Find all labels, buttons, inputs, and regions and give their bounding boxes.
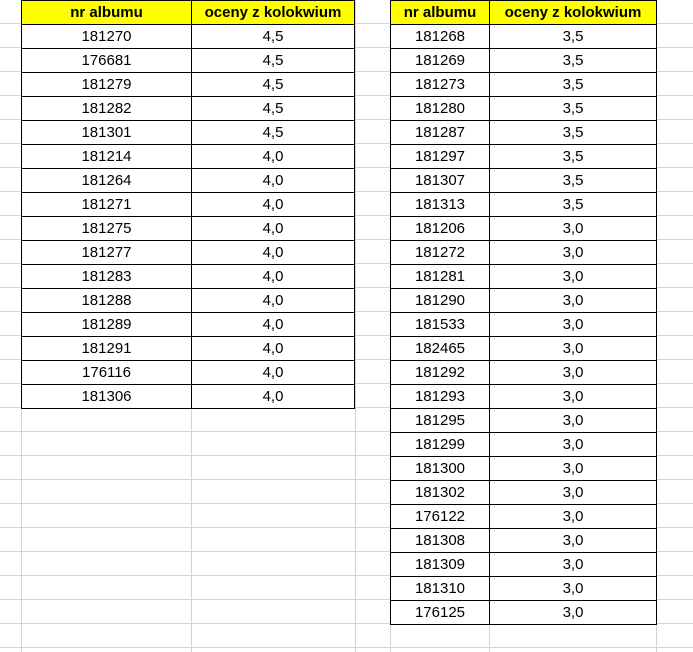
album-number-cell[interactable]: 181299 [391,433,490,457]
grade-cell[interactable]: 3,5 [490,169,657,193]
table-row [22,385,355,409]
grade-cell[interactable]: 3,5 [490,97,657,121]
album-number-cell[interactable]: 181270 [22,25,192,49]
album-number-cell[interactable]: 181264 [22,169,192,193]
table-row [391,505,657,529]
table-row [391,457,657,481]
table-row [391,409,657,433]
header-album-number[interactable]: nr albumu [22,1,192,25]
album-number-cell[interactable]: 181302 [391,481,490,505]
table-row [22,337,355,361]
grade-cell[interactable]: 4,0 [192,241,355,265]
album-number-cell[interactable]: 181279 [22,73,192,97]
table-row [391,577,657,601]
table-row [391,433,657,457]
table-row [22,265,355,289]
album-number-cell[interactable]: 181281 [391,265,490,289]
album-number-cell[interactable]: 181291 [22,337,192,361]
album-number-cell[interactable]: 181309 [391,553,490,577]
grade-cell[interactable]: 3,0 [490,529,657,553]
grade-cell[interactable]: 3,5 [490,49,657,73]
grade-cell[interactable]: 3,0 [490,241,657,265]
grade-cell[interactable]: 3,0 [490,385,657,409]
album-number-cell[interactable]: 181288 [22,289,192,313]
album-number-cell[interactable]: 181206 [391,217,490,241]
table-row [391,73,657,97]
table-row [391,145,657,169]
album-number-cell[interactable]: 181269 [391,49,490,73]
table-row [391,481,657,505]
grades-table-right [390,0,657,625]
album-number-cell[interactable]: 181271 [22,193,192,217]
album-number-cell[interactable]: 181301 [22,121,192,145]
grade-cell[interactable]: 3,0 [490,265,657,289]
table-row [391,289,657,313]
table-row [22,217,355,241]
album-number-cell[interactable]: 176116 [22,361,192,385]
album-number-cell[interactable]: 181306 [22,385,192,409]
album-number-cell[interactable]: 181293 [391,385,490,409]
grade-cell[interactable]: 3,0 [490,505,657,529]
grades-table-left [21,0,355,409]
table-row [391,361,657,385]
grade-cell[interactable]: 4,0 [192,337,355,361]
grade-cell[interactable]: 3,0 [490,361,657,385]
row-gridline [0,647,693,648]
table-row [391,121,657,145]
table-row [22,145,355,169]
header-row [391,1,657,25]
album-number-cell[interactable]: 181268 [391,25,490,49]
album-number-cell[interactable]: 181277 [22,241,192,265]
grade-cell[interactable]: 4,5 [192,73,355,97]
header-grade[interactable]: oceny z kolokwium [490,1,657,25]
grade-cell[interactable]: 4,5 [192,121,355,145]
album-number-cell[interactable]: 181280 [391,97,490,121]
grade-cell[interactable]: 3,0 [490,313,657,337]
table-row [22,313,355,337]
album-number-cell[interactable]: 181290 [391,289,490,313]
table-row [22,97,355,121]
table-row [22,289,355,313]
table-row [22,49,355,73]
album-number-cell[interactable]: 181272 [391,241,490,265]
album-number-cell[interactable]: 181533 [391,313,490,337]
album-number-cell[interactable]: 181307 [391,169,490,193]
grade-cell[interactable]: 3,0 [490,601,657,625]
table-row [22,241,355,265]
grade-cell[interactable]: 4,5 [192,97,355,121]
table-row [22,121,355,145]
grade-cell[interactable]: 3,0 [490,289,657,313]
album-number-cell[interactable]: 181289 [22,313,192,337]
table-row [391,385,657,409]
grade-cell[interactable]: 3,0 [490,553,657,577]
album-number-cell[interactable]: 181273 [391,73,490,97]
grade-cell[interactable]: 4,0 [192,145,355,169]
grade-cell[interactable]: 3,0 [490,481,657,505]
table-row [22,25,355,49]
table-row [391,97,657,121]
album-number-cell[interactable]: 176125 [391,601,490,625]
album-number-cell[interactable]: 181292 [391,361,490,385]
column-gridline [355,0,356,652]
album-number-cell[interactable]: 181287 [391,121,490,145]
table-row [391,241,657,265]
grade-cell[interactable]: 3,5 [490,73,657,97]
table-row [22,361,355,385]
table-row [391,217,657,241]
album-number-cell[interactable]: 181283 [22,265,192,289]
table-row [391,553,657,577]
header-album-number[interactable]: nr albumu [391,1,490,25]
grade-cell[interactable]: 4,0 [192,313,355,337]
album-number-cell[interactable]: 181297 [391,145,490,169]
table-row [22,169,355,193]
album-number-cell[interactable]: 181313 [391,193,490,217]
grade-cell[interactable]: 3,5 [490,193,657,217]
album-number-cell[interactable]: 181295 [391,409,490,433]
table-row [22,73,355,97]
table-row [22,193,355,217]
album-number-cell[interactable]: 181300 [391,457,490,481]
grade-cell[interactable]: 4,0 [192,193,355,217]
grade-cell[interactable]: 3,0 [490,337,657,361]
grade-cell[interactable]: 3,0 [490,217,657,241]
table-row [391,49,657,73]
table-row [391,601,657,625]
grade-cell[interactable]: 3,0 [490,409,657,433]
album-number-cell[interactable]: 181308 [391,529,490,553]
grade-cell[interactable]: 4,0 [192,169,355,193]
grade-cell[interactable]: 4,0 [192,361,355,385]
grade-cell[interactable]: 3,0 [490,433,657,457]
grade-cell[interactable]: 4,0 [192,289,355,313]
album-number-cell[interactable]: 181282 [22,97,192,121]
album-number-cell[interactable]: 176122 [391,505,490,529]
album-number-cell[interactable]: 176681 [22,49,192,73]
grade-cell[interactable]: 4,5 [192,25,355,49]
grade-cell[interactable]: 4,0 [192,217,355,241]
album-number-cell[interactable]: 181275 [22,217,192,241]
grade-cell[interactable]: 3,0 [490,577,657,601]
table-row [391,169,657,193]
grade-cell[interactable]: 4,0 [192,265,355,289]
grade-cell[interactable]: 3,5 [490,121,657,145]
table-row [391,265,657,289]
table-row [391,529,657,553]
grade-cell[interactable]: 3,5 [490,25,657,49]
header-grade[interactable]: oceny z kolokwium [192,1,355,25]
table-row [391,193,657,217]
album-number-cell[interactable]: 181214 [22,145,192,169]
table-row [391,313,657,337]
grade-cell[interactable]: 4,5 [192,49,355,73]
grade-cell[interactable]: 4,0 [192,385,355,409]
grade-cell[interactable]: 3,5 [490,145,657,169]
album-number-cell[interactable]: 182465 [391,337,490,361]
grade-cell[interactable]: 3,0 [490,457,657,481]
album-number-cell[interactable]: 181310 [391,577,490,601]
table-row [391,337,657,361]
header-row [22,1,355,25]
table-row [391,25,657,49]
